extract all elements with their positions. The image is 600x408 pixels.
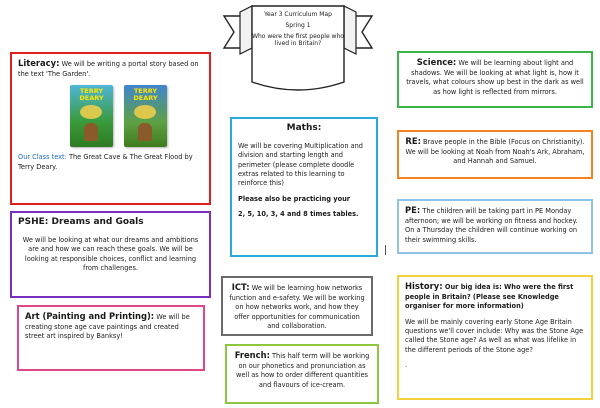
science-heading: Science: bbox=[416, 57, 457, 67]
ict-text: We will be learning how networks function and e-safety. We will be working on how networks work, and how they offer opportunities for communication and collaboration. bbox=[229, 284, 365, 330]
maths-tables: 2, 5, 10, 3, 4 and 8 times tables. bbox=[238, 209, 359, 218]
maths-practice: Please also be practicing your bbox=[238, 194, 351, 203]
art-panel bbox=[17, 305, 205, 371]
banner-title: Year 3 Curriculum Map bbox=[264, 11, 332, 18]
re-panel bbox=[397, 130, 593, 179]
banner-question: Who were the first people who lived in Britain? bbox=[252, 32, 344, 48]
science-panel bbox=[397, 51, 593, 108]
history-text: We will be mainly covering early Stone Age Britain questions we'll cover include: Why was the Stone Age called the Stone age? As well as what was lifelike in the different periods of the Stone age? bbox=[405, 317, 584, 354]
pe-text: The children will be taking part in PE Monday afternoon; we will be working on fitness and hockey. On a Thursday the children will continue working on their swimming skills. bbox=[405, 207, 578, 244]
science-text: We will be learning about light and shadows. We will be looking at what light is, how it travels, what colours show up best in the dark as well as how light is reflected from mirrors. bbox=[406, 59, 584, 96]
pe-heading: PE: bbox=[405, 205, 421, 215]
maths-heading: Maths: bbox=[286, 123, 322, 133]
ict-panel bbox=[221, 276, 373, 336]
pe-panel bbox=[397, 199, 593, 254]
french-heading: French: bbox=[234, 350, 270, 360]
book-covers bbox=[18, 85, 203, 147]
history-panel bbox=[397, 275, 593, 400]
literacy-heading: Literacy: bbox=[18, 58, 60, 68]
book-cover-great-cave bbox=[70, 85, 113, 147]
pshe-heading: PSHE: Dreams and Goals bbox=[18, 217, 144, 227]
art-text: We will be creating stone age cave paintings and created street art inspired by Banksy! bbox=[25, 313, 190, 341]
history-big-idea: Our big idea is: Who were the first people in Britain? (Please see Knowledge organiser for more information) bbox=[405, 283, 574, 311]
french-panel bbox=[225, 344, 379, 404]
re-text: Brave people in the Bible (Focus on Christianity). We will be looking at Noah from Noah's Ark, Abraham, and Hannah and Samuel. bbox=[405, 138, 585, 166]
literacy-panel bbox=[10, 52, 211, 205]
book1-author: TERRY DEARY bbox=[79, 87, 104, 102]
history-heading: History: bbox=[405, 281, 443, 291]
literacy-text: We will be writing a portal story based on the text 'The Garden'. bbox=[18, 60, 199, 78]
title-banner bbox=[218, 2, 378, 98]
maths-text: We will be covering Multiplication and division and starting length and perimeter (please complete doodle extras related to this learning to reinforce this) bbox=[238, 141, 363, 188]
pshe-text: We will be looking at what our dreams and ambitions are and how we can reach these goals. We will be looking at responsible choices, conflict and learning from challenges. bbox=[22, 235, 199, 272]
class-text-label: Our Class text: bbox=[18, 153, 67, 162]
pshe-panel bbox=[10, 211, 211, 298]
class-text-value: The Great Cave & The Great Flood by Terry Deary. bbox=[18, 153, 193, 171]
history-trailing: . bbox=[405, 361, 408, 370]
book2-author: TERRY DEARY bbox=[133, 87, 158, 102]
banner-term: Spring 1 bbox=[285, 21, 311, 29]
ict-heading: ICT: bbox=[231, 282, 250, 292]
re-heading: RE: bbox=[405, 136, 421, 146]
maths-panel bbox=[230, 117, 378, 257]
text-cursor bbox=[385, 245, 386, 255]
art-heading: Art (Painting and Printing): bbox=[25, 311, 155, 321]
french-text: This half term will be working on our phonetics and pronunciation as well as how to order different quantities and flavours of ice-cream. bbox=[236, 352, 370, 389]
book-cover-great-flood bbox=[124, 85, 167, 147]
